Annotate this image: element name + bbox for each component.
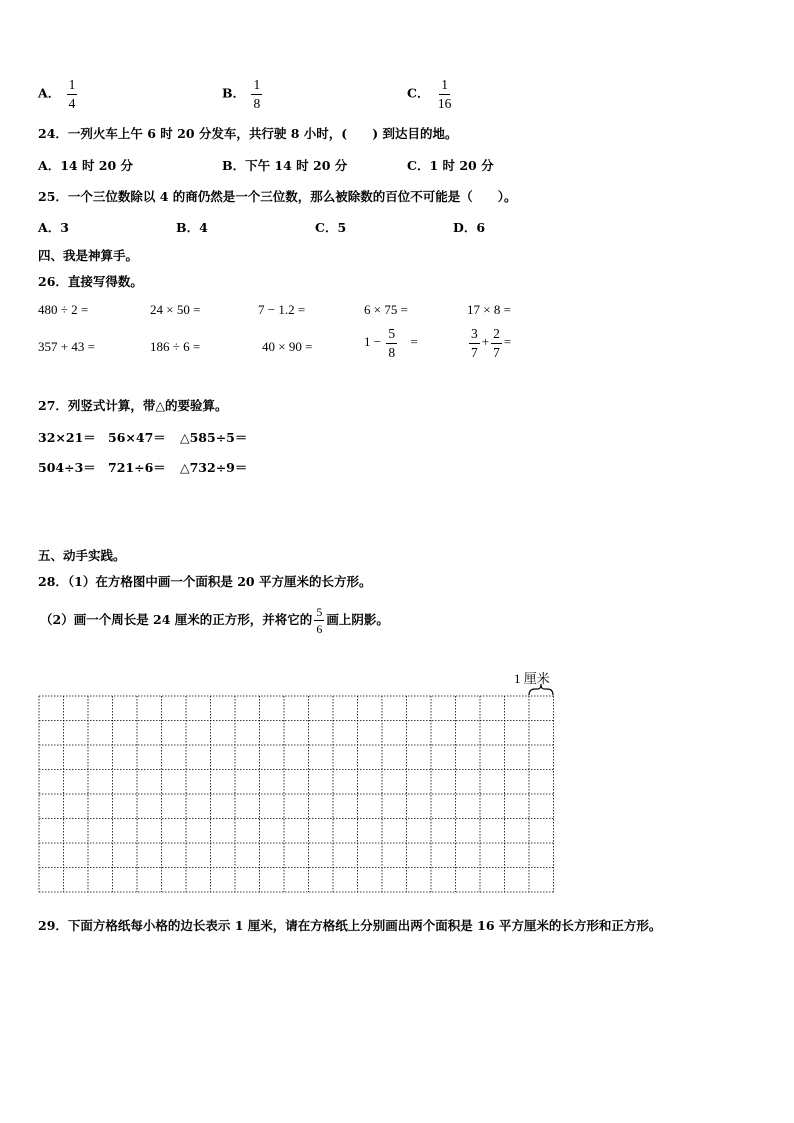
denominator: 6 [316,622,323,636]
calc-item: 56×47＝ [108,430,166,445]
calc-item: △732÷9＝ [180,460,248,475]
denominator: 8 [253,95,261,111]
question-24: 24．一列火车上午 6 时 20 分发车，共行驶 8 小时，( ) 到达目的地。 [38,126,458,141]
q25-option-d: D．6 [453,220,486,235]
calc-item: 24 × 50 = [150,302,201,317]
equals-sign: = [503,333,512,349]
option-letter: A． [38,85,61,101]
denominator: 8 [388,344,396,360]
denominator: 7 [471,344,478,360]
unit-label: 1 厘米 [514,671,550,686]
part2-text-before: （2）画一个周长是 24 厘米的正方形，并将它的 [40,612,313,627]
question-26: 26．直接写得数。 [38,274,143,289]
calc-item-fraction-2 [467,327,511,359]
calc-item: 40 × 90 = [262,339,313,354]
plus-sign: + [481,333,490,349]
denominator: 16 [437,95,452,111]
question-29: 29．下面方格纸每小格的边长表示 1 厘米，请在方格纸上分别画出两个面积是 16 平方厘米的长方形和正方形。 [38,918,662,933]
calc-item: 6 × 75 = [364,302,408,317]
calc-prefix: 1 − [364,333,382,349]
q24-option-b: B．下午 14 时 20 分 [222,158,348,173]
denominator: 4 [68,95,76,111]
fraction [386,327,397,359]
numerator: 5 [386,327,397,344]
numerator: 1 [439,78,450,95]
calc-item: △585÷5＝ [180,430,248,445]
q24-option-c: C．1 时 20 分 [407,158,494,173]
q23-option-c [407,78,455,110]
option-letter: B． [222,85,246,101]
q25-option-c: C．5 [315,220,347,235]
numerator: 2 [491,327,502,344]
numerator: 1 [67,78,78,95]
calc-item: 721÷6＝ [108,460,166,475]
calc-item: 357 + 43 = [38,339,95,354]
q23-option-a [38,78,79,110]
square-grid[interactable] [38,695,556,897]
section-5-heading: 五、动手实践。 [38,548,126,563]
part2-text-after: 画上阴影。 [326,612,389,627]
fraction [491,327,502,359]
option-letter: C． [407,85,430,101]
numerator: 3 [469,327,480,344]
q25-option-b: B．4 [176,220,208,235]
question-27: 27．列竖式计算，带△的要验算。 [38,398,228,413]
calc-item-fraction-1 [364,327,418,359]
question-28-part-1: 28．（1）在方格图中画一个面积是 20 平方厘米的长方形。 [38,574,372,589]
numerator: 1 [251,78,262,95]
question-25: 25．一个三位数除以 4 的商仍然是一个三位数，那么被除数的百位不可能是（ ）。 [38,189,517,204]
calc-item: 17 × 8 = [467,302,511,317]
q25-option-a: A．3 [38,220,69,235]
fraction [67,78,78,110]
fraction [436,78,454,110]
calc-item: 32×21＝ [38,430,96,445]
q24-option-a: A．14 时 20 分 [38,158,134,173]
fraction [469,327,480,359]
equals-sign: = [410,333,418,349]
calc-item: 480 ÷ 2 = [38,302,89,317]
calc-item: 504÷3＝ [38,460,96,475]
q23-option-b [222,78,264,110]
numerator: 5 [316,605,323,619]
calc-item: 186 ÷ 6 = [150,339,201,354]
denominator: 7 [493,344,500,360]
section-4-heading: 四、我是神算手。 [38,248,139,263]
fraction [314,606,324,635]
calc-item: 7 − 1.2 = [258,302,306,317]
fraction [251,78,262,110]
question-28-part-2 [40,606,389,635]
